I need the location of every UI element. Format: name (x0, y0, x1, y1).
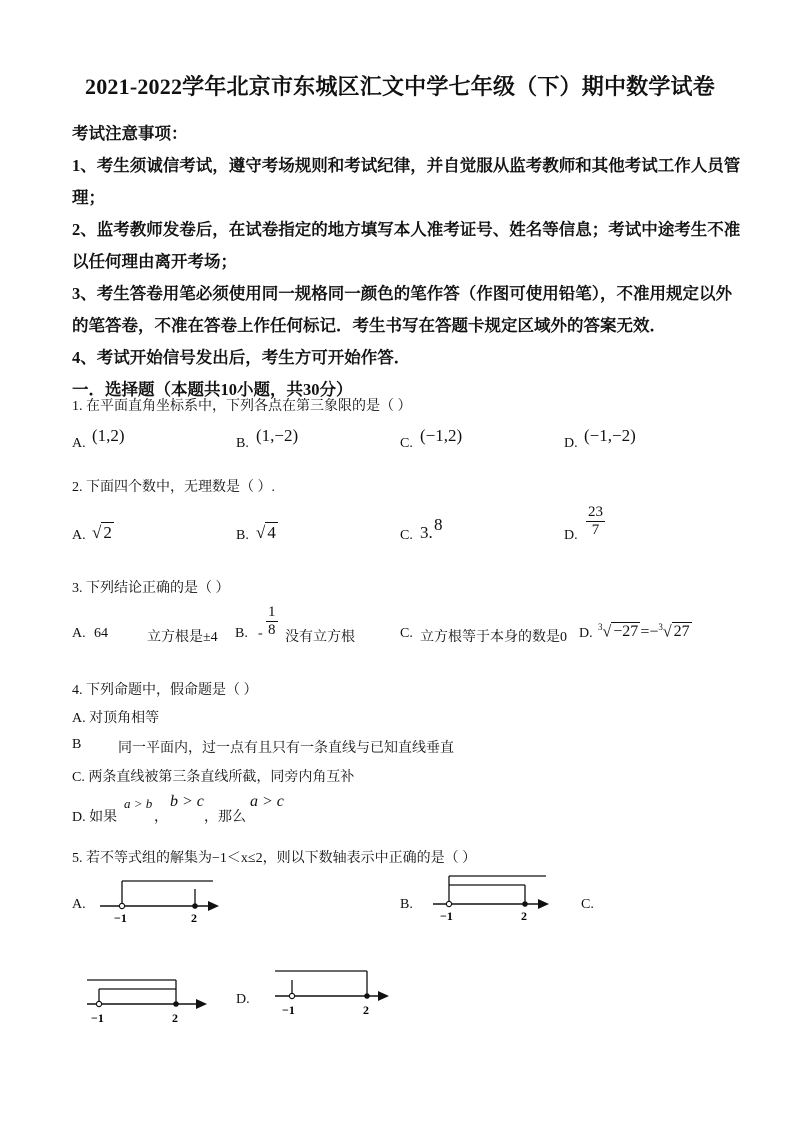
sqrt-symbol: √ (602, 623, 612, 641)
q1-option-c-label: C. (400, 436, 413, 451)
fraction-numerator: 1 (268, 604, 276, 620)
q3-option-b-text: 没有立方根 (285, 630, 355, 645)
q2-option-c-value: 3. (420, 523, 433, 542)
section-heading: 一．选择题（本题共10小题，共30分） (72, 380, 353, 399)
q2-option-d-fraction (586, 504, 605, 539)
sqrt-symbol: √ (662, 623, 672, 641)
sqrt-symbol: √ (92, 523, 102, 542)
tick-label-two: 2 (191, 911, 197, 924)
q2-option-b-label: B. (236, 528, 249, 543)
q2-a-radicand: 2 (103, 523, 112, 542)
notice-line-3: 3、考生答卷用笔必须使用同一规格同一颜色的笔作答（作图可使用铅笔），不准用规定以外 (72, 284, 732, 303)
q4-option-b: 同一平面内，过一点有且只有一条直线与已知直线垂直 (118, 741, 454, 756)
q5-option-b-number-line (428, 870, 558, 922)
q2-option-c-label: C. (400, 528, 413, 543)
q1-option-d-value: (−1,−2) (584, 426, 636, 445)
q4-option-b-label: B (72, 737, 82, 752)
q2-option-a-label: A. (72, 528, 86, 543)
radicand-right: 27 (673, 623, 690, 641)
q2-option-d-label: D. (564, 528, 578, 543)
notice-line-1b: 理； (72, 188, 105, 207)
fraction-denominator: 7 (586, 521, 605, 539)
q4-option-c: C. 两条直线被第三条直线所截，同旁内角互补 (72, 770, 355, 785)
q3-option-d-label: D. (579, 626, 593, 641)
notice-line-3b: 的笔答卷，不准在答卷上作任何标记．考生书写在答题卡规定区域外的答案无效． (72, 316, 666, 335)
q3-option-a-text: 立方根是±4 (147, 630, 218, 645)
q5-option-c-label: C. (581, 897, 594, 912)
tick-label-minus-one: −1 (91, 1011, 104, 1025)
q4-option-d-then: ，那么 (204, 810, 246, 825)
q5-option-c-number-line (84, 974, 214, 1026)
tick-label-minus-one: −1 (440, 909, 453, 922)
q5-option-d-label: D. (236, 992, 250, 1007)
notice-line-2b: 以任何理由离开考场； (72, 252, 237, 271)
q4-option-d-math-2: b > c (170, 793, 204, 810)
q1-option-b-label: B. (236, 436, 249, 451)
q3-option-a-label: A. (72, 626, 86, 641)
sqrt-symbol: √ (256, 523, 266, 542)
q3-option-b-fraction (266, 604, 278, 639)
q4-option-d-comma: ， (154, 810, 168, 825)
cube-root-index: 3 (658, 622, 663, 632)
fraction-denominator: 8 (268, 622, 276, 638)
equals-minus: =− (640, 623, 659, 641)
question-2-stem: 2. 下面四个数中，无理数是（ ）. (72, 480, 275, 495)
notice-line-1: 1、考生须诚信考试，遵守考场规则和考试纪律，并自觉服从监考教师和其他考试工作人员管 (72, 156, 741, 175)
question-3-stem: 3. 下列结论正确的是（ ） (72, 581, 230, 596)
q2-option-b-value (256, 523, 278, 543)
q1-option-d-label: D. (564, 436, 578, 451)
q4-option-d-math-3: a > c (250, 793, 284, 810)
q5-option-d-number-line (270, 966, 400, 1018)
q2-b-radicand: 4 (267, 523, 276, 542)
tick-label-minus-one: −1 (114, 911, 127, 924)
q1-option-b-value: (1,−2) (256, 426, 299, 445)
q4-option-a: A. 对顶角相等 (72, 711, 160, 726)
notice-line-4: 4、考试开始信号发出后，考生方可开始作答． (72, 348, 411, 367)
tick-label-two: 2 (363, 1003, 369, 1017)
q5-option-b-label: B. (400, 897, 413, 912)
q5-option-a-number-line (95, 876, 225, 924)
page-title: 2021-2022学年北京市东城区汇文中学七年级（下）期中数学试卷 (85, 74, 715, 99)
q3-option-b-label: B. (235, 626, 248, 641)
q2-option-c-repeating-digit: 8 (434, 515, 443, 534)
notice-line-2: 2、监考教师发卷后，在试卷指定的地方填写本人准考证号、姓名等信息；考试中途考生不准 (72, 220, 741, 239)
q3-option-d-equation (598, 622, 692, 641)
question-5-stem: 5. 若不等式组的解集为−1＜x≤2，则以下数轴表示中正确的是（ ） (72, 851, 477, 866)
tick-label-two: 2 (172, 1011, 178, 1025)
radicand-left: −27 (613, 623, 639, 641)
question-4-stem: 4. 下列命题中，假命题是（ ） (72, 683, 258, 698)
q1-option-a-value: (1,2) (92, 426, 125, 445)
q4-option-d-math-1: a > b (124, 796, 153, 811)
q1-option-c-value: (−1,2) (420, 426, 463, 445)
notice-heading: 考试注意事项： (72, 124, 188, 143)
tick-label-minus-one: −1 (282, 1003, 295, 1017)
q5-option-a-label: A. (72, 897, 86, 912)
q3-option-b-minus: - (258, 626, 263, 641)
question-1-stem: 1. 在平面直角坐标系中，下列各点在第三象限的是（ ） (72, 399, 412, 414)
cube-root-index: 3 (598, 622, 603, 632)
tick-label-two: 2 (521, 909, 527, 922)
q3-option-c-text: 立方根等于本身的数是0 (420, 630, 567, 645)
q3-option-a-number: 64 (94, 626, 108, 641)
q2-option-a-value (92, 523, 114, 543)
q1-option-a-label: A. (72, 436, 86, 451)
fraction-numerator: 23 (588, 504, 603, 520)
q4-option-d-prefix: D. 如果 (72, 810, 118, 825)
q3-option-c-label: C. (400, 626, 413, 641)
